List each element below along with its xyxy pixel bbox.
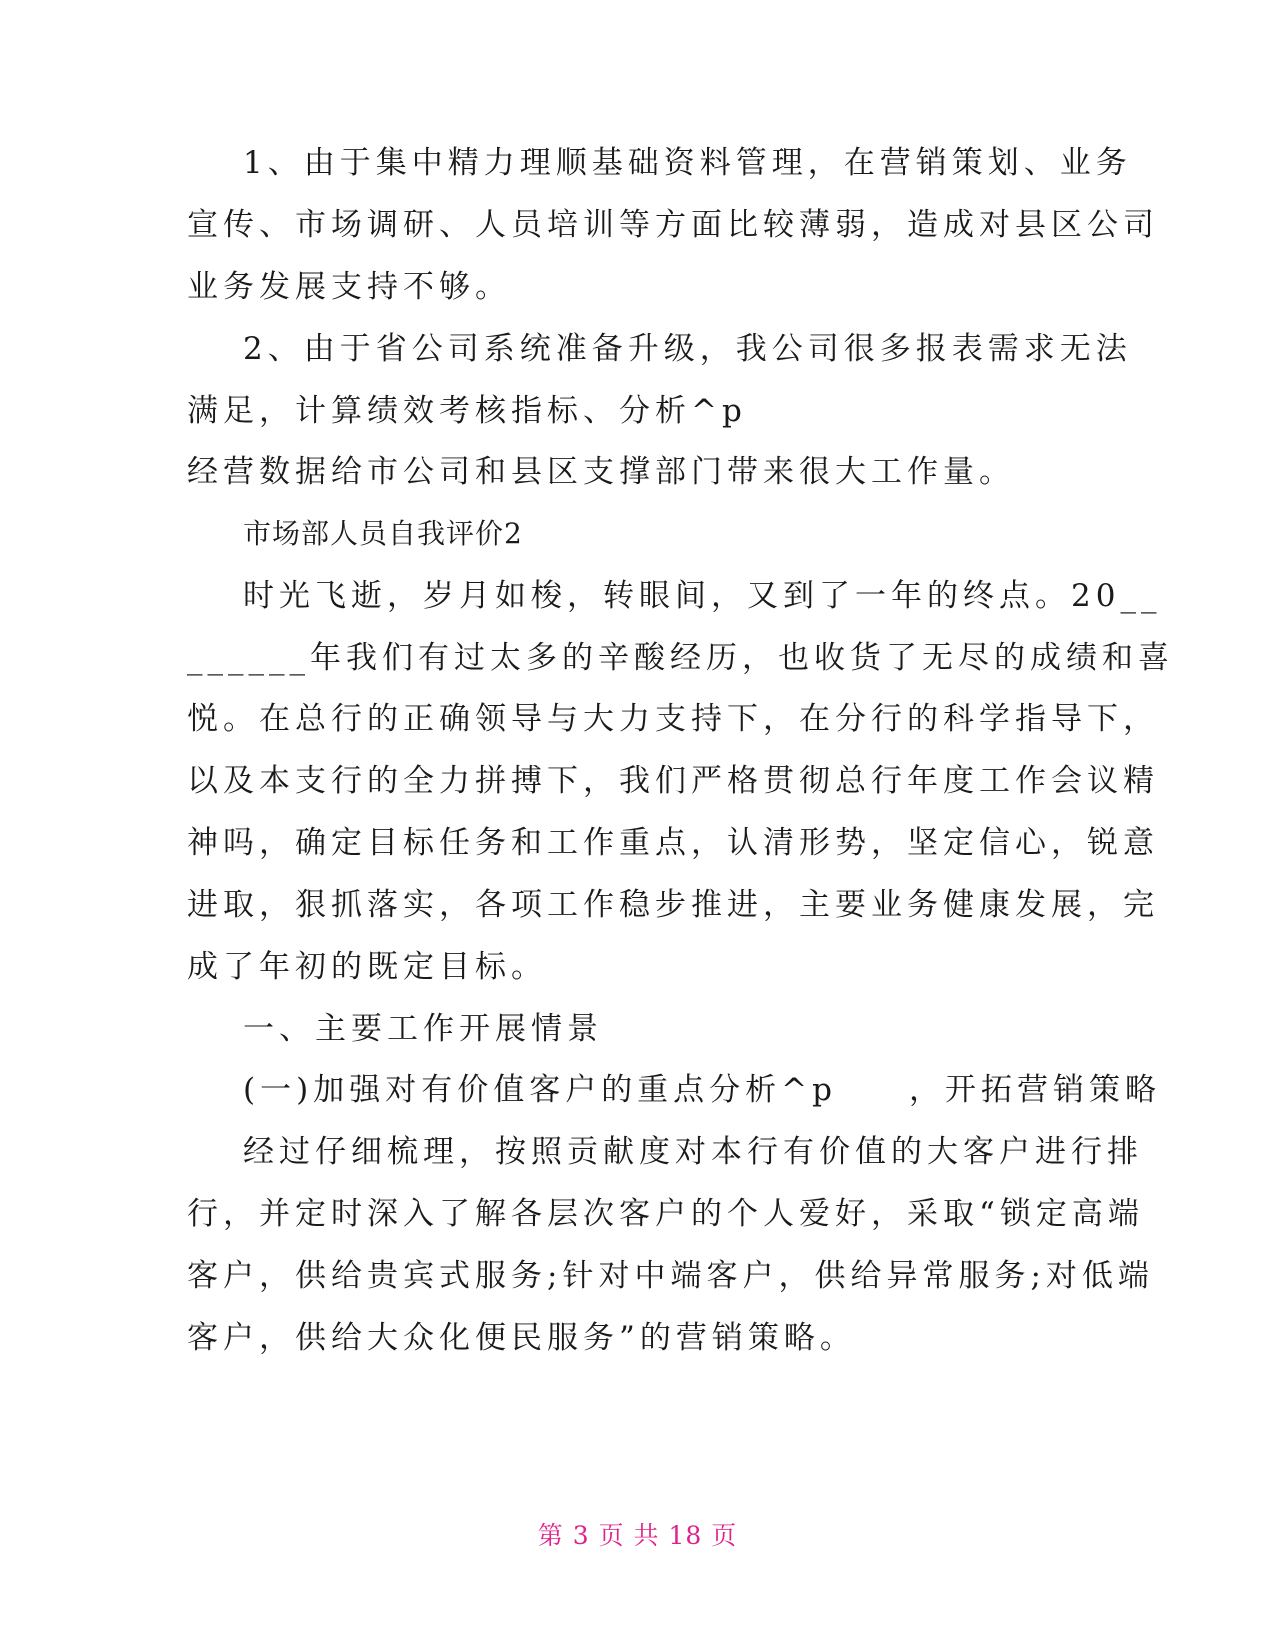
page-number-footer: 第 3 页 共 18 页 bbox=[537, 1521, 738, 1550]
paragraph-line: 宣传、市场调研、人员培训等方面比较薄弱，造成对县区公司 bbox=[187, 207, 1159, 243]
section-heading: 市场部人员自我评价2 bbox=[243, 517, 523, 550]
paragraph-line: 客户，供给大众化便民服务”的营销策略。 bbox=[187, 1320, 856, 1356]
subsection-heading: (一)加强对有价值客户的重点分析^p ，开拓营销策略 bbox=[243, 1072, 1162, 1108]
paragraph-line: 业务发展支持不够。 bbox=[187, 269, 511, 305]
paragraph-line: 经营数据给市公司和县区支撑部门带来很大工作量。 bbox=[187, 454, 1015, 490]
paragraph-line: 神吗，确定目标任务和工作重点，认清形势，坚定信心，锐意 bbox=[187, 825, 1159, 861]
paragraph-line: 2、由于省公司系统准备升级，我公司很多报表需求无法 bbox=[243, 331, 1132, 367]
paragraph-line: 成了年初的既定目标。 bbox=[187, 949, 547, 985]
section-heading: 一、主要工作开展情景 bbox=[243, 1011, 603, 1047]
paragraph-line: 进取，狠抓落实，各项工作稳步推进，主要业务健康发展，完 bbox=[187, 887, 1159, 923]
paragraph-line: 时光飞逝，岁月如梭，转眼间，又到了一年的终点。20__ bbox=[243, 578, 1162, 614]
paragraph-line: 满足，计算绩效考核指标、分析^p bbox=[187, 393, 747, 429]
paragraph-line: 行，并定时深入了解各层次客户的个人爱好，采取“锁定高端 bbox=[187, 1196, 1144, 1232]
paragraph-line: 悦。在总行的正确领导与大力支持下，在分行的科学指导下， bbox=[187, 701, 1159, 737]
paragraph-line: 1、由于集中精力理顺基础资料管理，在营销策划、业务 bbox=[243, 145, 1132, 181]
paragraph-line: ______年我们有过太多的辛酸经历，也收货了无尽的成绩和喜 bbox=[187, 640, 1174, 676]
paragraph-line: 客户，供给贵宾式服务;针对中端客户，供给异常服务;对低端 bbox=[187, 1258, 1154, 1294]
paragraph-line: 以及本支行的全力拼搏下，我们严格贯彻总行年度工作会议精 bbox=[187, 763, 1159, 799]
paragraph-line: 经过仔细梳理，按照贡献度对本行有价值的大客户进行排 bbox=[243, 1134, 1143, 1170]
